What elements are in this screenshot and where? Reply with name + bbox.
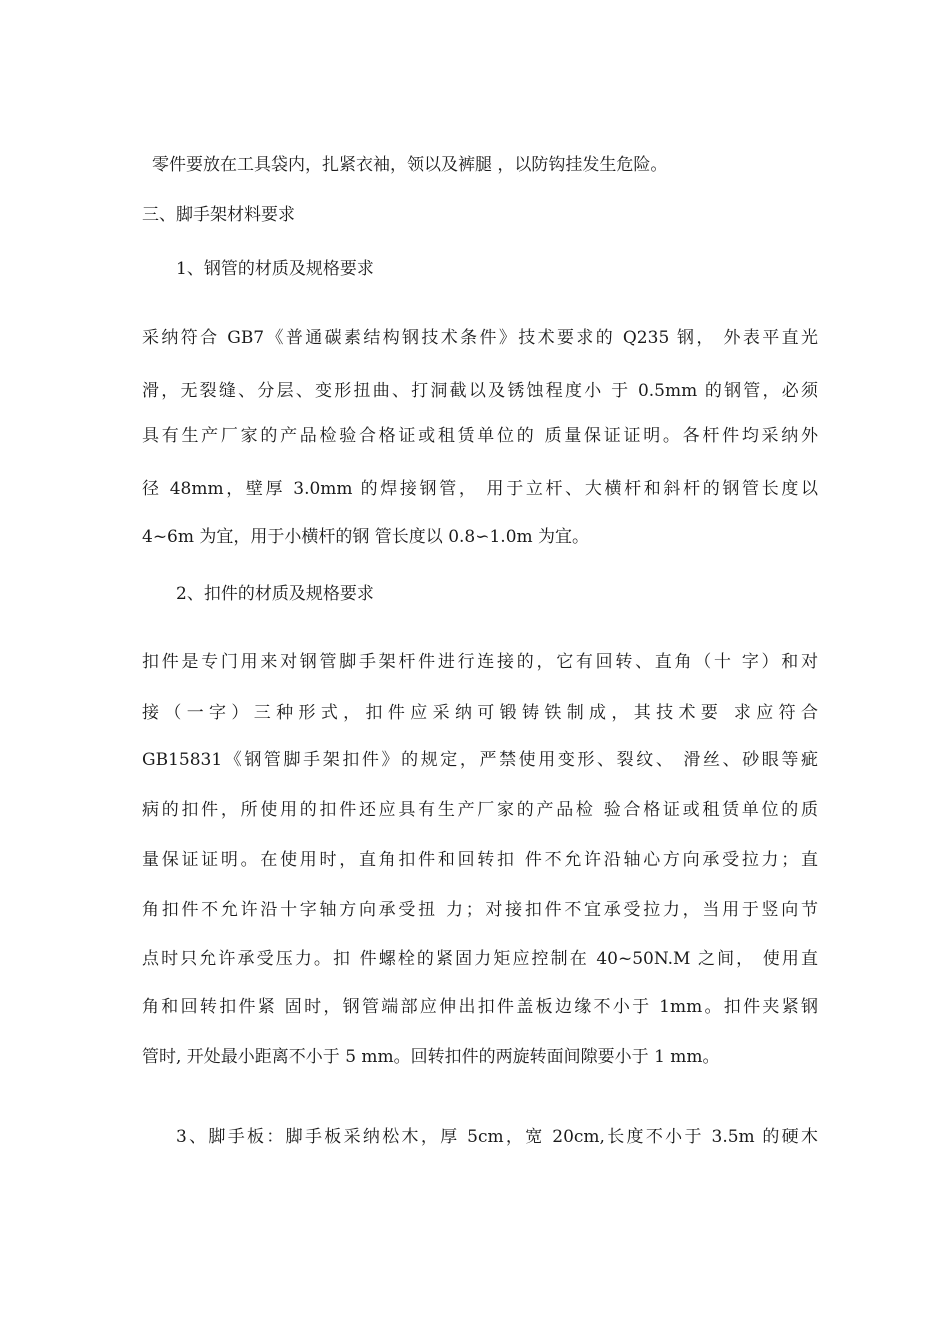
paragraph-line: 具有生产厂家的产品检验合格证或租赁单位的 质量保证证明。各杆件均采纳外 [142,426,818,446]
paragraph-line: 接（一字）三种形式，扣件应采纳可锻铸铁制成，其技术要 求应符合 [142,703,818,723]
paragraph-line: 病的扣件，所使用的扣件还应具有生产厂家的产品检 验合格证或租赁单位的质 [142,800,818,820]
section-heading: 三、脚手架材料要求 [142,205,295,225]
paragraph-line: GB15831《钢管脚手架扣件》的规定，严禁使用变形、裂纹、 滑丝、砂眼等疵 [142,750,818,770]
paragraph-line: 扣件是专门用来对钢管脚手架杆件进行连接的，它有回转、直角（十 字）和对 [142,652,818,672]
paragraph-line: 滑，无裂缝、分层、变形扭曲、打洞截以及锈蚀程度小 于 0.5mm 的钢管，必须 [142,381,818,401]
paragraph-line: 采纳符合 GB7《普通碳素结构钢技术条件》技术要求的 Q235 钢， 外表平直光 [142,328,818,348]
subsection-heading: 2、扣件的材质及规格要求 [176,584,374,604]
paragraph-line: 径 48mm，壁厚 3.0mm 的焊接钢管， 用于立杆、大横杆和斜杆的钢管长度以 [142,479,818,499]
paragraph-line: 4~6m 为宜，用于小横杆的钢 管长度以 0.8∽1.0m 为宜。 [142,527,590,547]
paragraph-line: 管时, 开处最小距离不小于 5 mm。回转扣件的两旋转面间隙要小于 1 mm。 [142,1047,720,1067]
text-line: 零件要放在工具袋内，扎紧衣袖，领以及裤腿 ，以防钩挂发生危险。 [152,155,668,175]
paragraph-line: 角和回转扣件紧 固时，钢管端部应伸出扣件盖板边缘不小于 1mm。扣件夹紧钢 [142,997,818,1017]
subsection-heading: 1、钢管的材质及规格要求 [176,259,374,279]
paragraph-line: 角扣件不允许沿十字轴方向承受扭 力；对接扣件不宜承受拉力，当用于竖向节 [142,900,818,920]
paragraph-line: 点时只允许承受压力。扣 件螺栓的紧固力矩应控制在 40~50N.M 之间， 使用直 [142,949,818,969]
paragraph-line: 量保证证明。在使用时，直角扣件和回转扣 件不允许沿轴心方向承受拉力；直 [142,850,818,870]
paragraph-line: 3、脚手板：脚手板采纳松木，厚 5cm，宽 20cm,长度不小于 3.5m 的硬木 [176,1127,818,1147]
